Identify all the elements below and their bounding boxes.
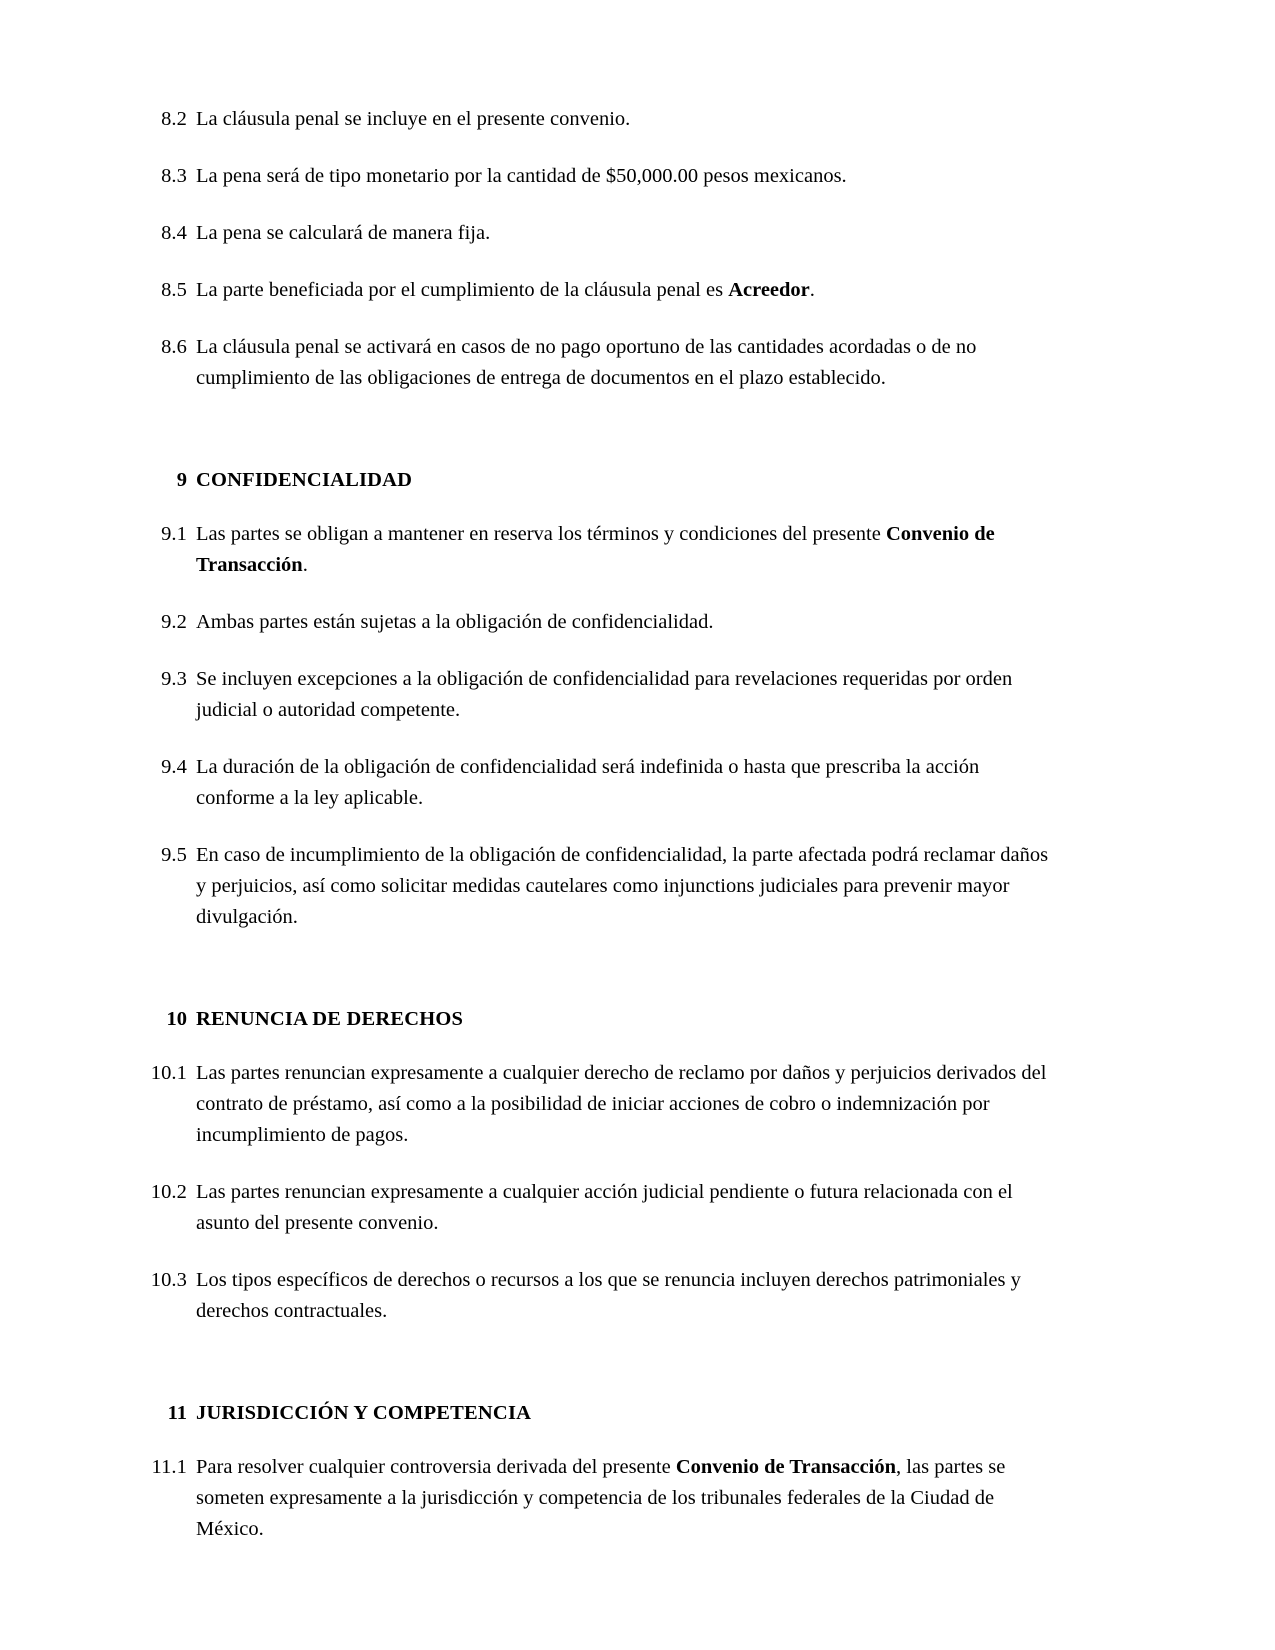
body-text: Ambas partes están sujetas a la obligación de confidencialidad. <box>196 611 714 633</box>
body-text: Las partes se obligan a mantener en reserva los términos y condiciones del presente <box>196 523 886 545</box>
body-text: Los tipos específicos de derechos o recursos a los que se renuncia incluyen derechos patrimoniales y derechos contractuales. <box>196 1269 1021 1322</box>
body-text: La duración de la obligación de confidencialidad será indefinida o hasta que prescriba la acción conforme a la ley aplicable. <box>196 756 980 809</box>
clause-10-3 <box>143 1265 1061 1327</box>
clause-9-2 <box>143 607 1061 638</box>
clause-text <box>187 161 1061 192</box>
clause-text <box>187 519 1061 581</box>
body-text: Para resolver cualquier controversia derivada del presente <box>196 1456 676 1478</box>
emphasis-text: Acreedor <box>728 279 810 301</box>
clause-number: 8.3 <box>161 165 187 187</box>
clause-text <box>187 1058 1061 1151</box>
body-text: Se incluyen excepciones a la obligación de confidencialidad para revelaciones requeridas por orden judicial o autoridad competente. <box>196 668 1013 721</box>
section-heading-11 <box>143 1353 1061 1428</box>
clause-8-2 <box>143 104 1061 135</box>
clause-text <box>187 1177 1061 1239</box>
body-text: La pena será de tipo monetario por la cantidad de $50,000.00 pesos mexicanos. <box>196 165 847 187</box>
clause-text <box>187 1265 1061 1327</box>
clause-number: 8.5 <box>161 279 187 301</box>
clause-text <box>187 218 1061 249</box>
clause-number: 10.3 <box>150 1269 187 1291</box>
clause-number: 8.2 <box>161 108 187 130</box>
body-text: , las partes se someten expresamente a la jurisdicción y competencia de los tribunales federales de la Ciudad de México. <box>196 1456 1006 1540</box>
body-text: La cláusula penal se incluye en el presente convenio. <box>196 108 631 130</box>
section-title: CONFIDENCIALIDAD <box>196 469 413 491</box>
section-number: 11 <box>167 1402 187 1424</box>
clause-10-1 <box>143 1058 1061 1151</box>
emphasis-text: Convenio de Transacción <box>675 1456 897 1478</box>
clause-8-4 <box>143 218 1061 249</box>
section-number: 9 <box>176 469 187 491</box>
clause-9-5 <box>143 840 1061 933</box>
clause-8-5 <box>143 275 1061 306</box>
body-text: Las partes renuncian expresamente a cualquier acción judicial pendiente o futura relacionada con el asunto del presente convenio. <box>196 1181 1013 1234</box>
clause-number: 9.3 <box>161 668 187 690</box>
body-text: La pena se calculará de manera fija. <box>196 222 491 244</box>
clause-number: 10.2 <box>150 1181 187 1203</box>
clause-text <box>187 104 1061 135</box>
clause-text <box>187 607 1061 638</box>
clause-9-3 <box>143 664 1061 726</box>
clause-8-6 <box>143 332 1061 394</box>
body-text: . <box>809 279 815 301</box>
section-heading-9 <box>143 420 1061 495</box>
clause-9-4 <box>143 752 1061 814</box>
body-text: . <box>302 554 308 576</box>
document-body <box>143 104 1061 1545</box>
clause-11-1 <box>143 1452 1061 1545</box>
clause-number: 9.1 <box>161 523 187 545</box>
body-text: La cláusula penal se activará en casos de no pago oportuno de las cantidades acordadas o de no cumplimiento de las obligaciones de entrega de documentos en el plazo establecido. <box>196 336 977 389</box>
clause-text <box>187 752 1061 814</box>
section-heading-10 <box>143 959 1061 1034</box>
clause-number: 9.5 <box>161 844 187 866</box>
clause-10-2 <box>143 1177 1061 1239</box>
clause-text <box>187 275 1061 306</box>
clause-text <box>187 664 1061 726</box>
section-title: RENUNCIA DE DERECHOS <box>196 1008 464 1030</box>
clause-number: 9.2 <box>161 611 187 633</box>
clause-text <box>187 1452 1061 1545</box>
clause-number: 8.6 <box>161 336 187 358</box>
clause-number: 9.4 <box>161 756 187 778</box>
clause-text <box>187 332 1061 394</box>
clause-9-1 <box>143 519 1061 581</box>
clause-number: 8.4 <box>161 222 187 244</box>
body-text: En caso de incumplimiento de la obligación de confidencialidad, la parte afectada podrá reclamar daños y perjuicios, así como solicitar medidas cautelares como injunctions judiciales para prevenir mayor divulgación. <box>196 844 1049 928</box>
body-text: Las partes renuncian expresamente a cualquier derecho de reclamo por daños y perjuicios derivados del contrato de préstamo, así como a la posibilidad de iniciar acciones de cobro o indemnización por incumplimiento de pagos. <box>196 1062 1047 1146</box>
body-text: La parte beneficiada por el cumplimiento de la cláusula penal es <box>196 279 729 301</box>
section-title: JURISDICCIÓN Y COMPETENCIA <box>196 1402 532 1424</box>
clause-number: 11.1 <box>151 1456 187 1478</box>
section-number: 10 <box>166 1008 187 1030</box>
clause-8-3 <box>143 161 1061 192</box>
clause-number: 10.1 <box>150 1062 187 1084</box>
emphasis-text: Convenio de Transacción <box>196 523 995 576</box>
clause-text <box>187 840 1061 933</box>
